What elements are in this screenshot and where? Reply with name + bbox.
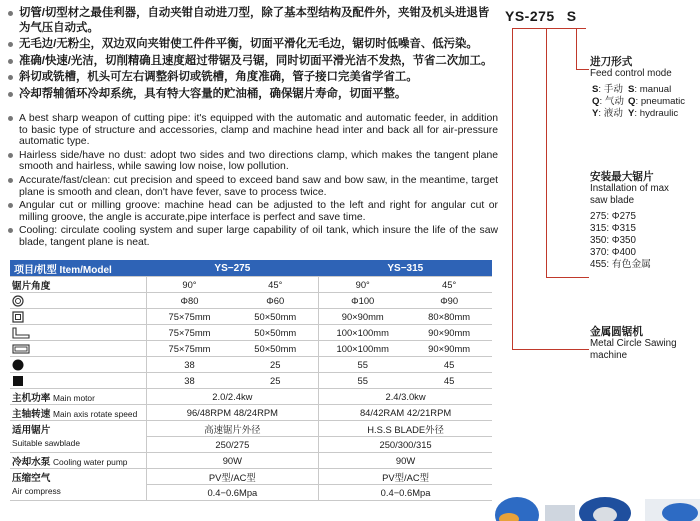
square-pipe-icon — [12, 311, 24, 323]
blade-size-block: 安装最大锯片 Installation of max saw blade 275: Φ275 315: Φ315 350: Φ350 370: Φ400 455: 有色金属 — [590, 171, 669, 270]
feature-en-item: Angular cut or milling groove: machine head can be adjusted to the left and right for angular cut or milling groove, the angle is accurate,pipe interface is perfect and save time. — [8, 200, 498, 223]
features-en-list — [8, 113, 498, 251]
table-row: 适用锯片 Suitable sawblade 高速锯片外径 H.S.S BLADE外径 — [10, 421, 492, 437]
header-model-2: YS−315 — [319, 260, 492, 277]
feature-cn-item: 斜切或铣槽，机头可左右调整斜切或铣槽，角度准确，管子接口完美省学省工。 — [8, 70, 498, 85]
feed-option: Y: 液动 Y: hydraulic — [592, 108, 679, 119]
table-row: 锯片角度 90° 45° 90° 45° — [10, 277, 492, 293]
product-photo-partial — [495, 485, 700, 521]
feature-en-item: Accurate/fast/clean: cut precision and speed to exceed band saw and bow saw, in the meantime, target plane is smooth and clean, don't have fever, save to process twice. — [8, 175, 498, 198]
table-row: Φ80 Φ60 Φ100 Φ90 — [10, 293, 492, 309]
bracket-line-type — [512, 28, 589, 350]
bullet-icon — [8, 11, 13, 16]
blade-size-item: 370: Φ400 — [590, 247, 636, 258]
blade-size-item: 275: Φ275 — [590, 211, 636, 222]
table-row: 38 25 55 45 — [10, 373, 492, 389]
feature-en-item: Hairless side/have no dust: adopt two sides and two directions clamp, which makes the tangent plane smooth and hairless, while sawing low noise, low pollution. — [8, 150, 498, 173]
bullet-icon — [8, 59, 13, 64]
header-model-1: YS−275 — [146, 260, 319, 277]
table-header — [10, 260, 492, 277]
table-row: 0.4−0.6Mpa 0.4−0.6Mpa — [10, 485, 492, 501]
blade-size-item: 455: 有色金属 — [590, 259, 651, 270]
feature-en-item: A best sharp weapon of cutting pipe: it's equipped with the automatic and automatic feeder, in addition to basic type of structure and accessories, clamp and machine head inter and back all for air-pressure automatic type. — [8, 113, 498, 148]
table-row: 冷却水泵 Cooling water pump 90W 90W — [10, 453, 492, 469]
feature-cn-item: 准确/快速/光洁，切削精确且速度超过带锯及弓锯，同时切面平滑光洁不发热，节省二次加工。 — [8, 54, 498, 69]
bullet-icon — [8, 178, 13, 183]
machine-type-block: 金属圆锯机 Metal Circle Sawing machine — [590, 326, 677, 361]
blade-size-item: 315: Φ315 — [590, 223, 636, 234]
feature-cn-item: 无毛边/无粉尘，双边双向夹钳使工件件平衡，切面平滑化无毛边，锯切时低噪音、低污染。 — [8, 37, 498, 52]
table-row: 主机功率 Main motor 2.0/2.4kw 2.4/3.0kw — [10, 389, 492, 405]
bullet-icon — [8, 92, 13, 97]
bullet-icon — [8, 75, 13, 80]
round-pipe-icon — [12, 295, 24, 307]
table-row: 38 25 55 45 — [10, 357, 492, 373]
table-row: 75×75mm 50×50mm 90×90mm 80×80mm — [10, 309, 492, 325]
features-cn-list — [8, 6, 498, 104]
bullet-icon — [8, 42, 13, 47]
feed-option: S: 手动 S: manual — [592, 84, 672, 95]
model-code-suffix: S — [566, 8, 577, 24]
header-item: 项目/机型 Item/Model — [10, 260, 146, 277]
angle-label: 锯片角度 — [10, 277, 146, 293]
table-row: 主轴转速 Main axis rotate speed 96/48RPM 48/24RPM 84/42RAM 42/21RPM — [10, 405, 492, 421]
bullet-icon — [8, 116, 13, 121]
bullet-icon — [8, 203, 13, 208]
solid-square-icon — [12, 375, 24, 387]
table-row: 压缩空气 Air compress PV型/AC型 PV型/AC型 — [10, 469, 492, 485]
feed-option: Q: 气动 Q: pneumatic — [592, 96, 686, 107]
bracket-top-line — [512, 28, 586, 29]
feature-en-item: Cooling: circulate cooling system and super large capability of oil tank, which insure the life of the saw blade, tangent plane is neat. — [8, 225, 498, 248]
blade-size-item: 350: Φ350 — [590, 235, 636, 246]
solid-round-icon — [12, 359, 24, 371]
spec-table — [10, 260, 492, 501]
feed-control-block: 进刀形式 Feed control mode S: 手动 S: manual Q: 气动 Q: pneumatic Y: 液动 Y: hydraulic — [590, 56, 686, 119]
table-row: 250/275 250/300/315 — [10, 437, 492, 453]
feature-cn-item: 切管/切型材之最佳利器，自动夹钳自动进刀型，除了基本型结构及配件外，夹钳及机头进退皆为气压自动式。 — [8, 6, 498, 35]
bullet-icon — [8, 228, 13, 233]
bullet-icon — [8, 153, 13, 158]
model-code-main: YS-275 — [505, 8, 555, 24]
table-row: 75×75mm 50×50mm 100×100mm 90×90mm — [10, 325, 492, 341]
angle-profile-icon — [12, 327, 30, 339]
table-row: 75×75mm 50×50mm 100×100mm 90×90mm — [10, 341, 492, 357]
rect-pipe-icon — [12, 343, 30, 355]
model-code — [505, 8, 577, 24]
feature-cn-item: 冷却帮辅循环冷却系统，具有特大容量的贮油桶，确保锯片寿命，切面平整。 — [8, 87, 498, 102]
